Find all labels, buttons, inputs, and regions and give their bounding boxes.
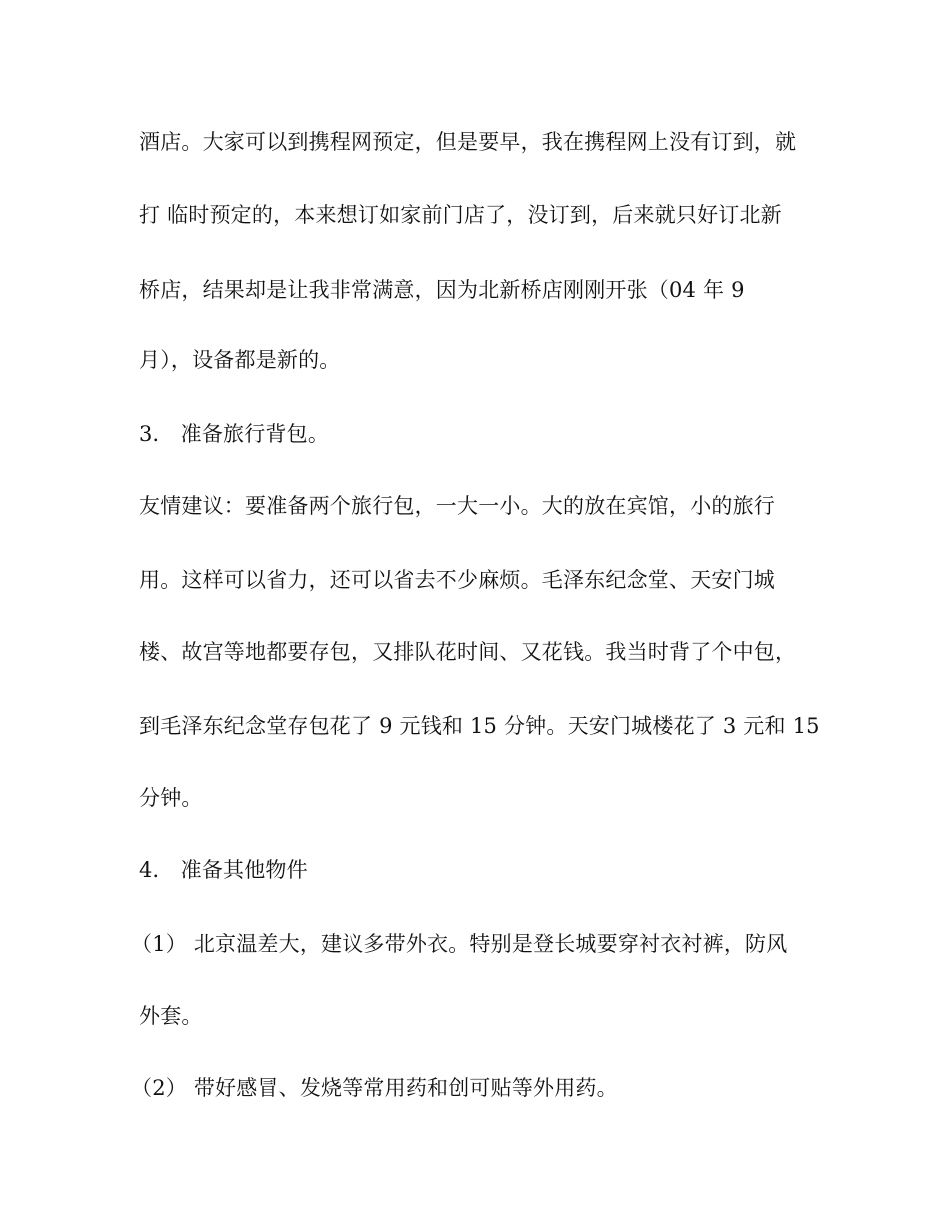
paragraph-line-9: 到毛泽东纪念堂存包花了 9 元钱和 15 分钟。天安门城楼花了 3 元和 15 [139,714,820,738]
paragraph-line-2: 打 临时预定的，本来想订如家前门店了，没订到，后来就只好订北新 [139,203,782,227]
list-item-1-continuation: 外套。 [139,1004,203,1028]
paragraph-line-6: 友情建议：要准备两个旅行包，一大一小。大的放在宾馆，小的旅行 [139,494,775,518]
section-heading-other-items: 4． 准备其他物件 [139,858,308,882]
list-item-1: （1） 北京温差大，建议多带外衣。特别是登长城要穿衬衣衬裤，防风 [131,932,788,956]
paragraph-line-10: 分钟。 [139,786,203,810]
section-heading-backpack: 3． 准备旅行背包。 [139,422,330,446]
paragraph-line-1: 酒店。大家可以到携程网预定，但是要早，我在携程网上没有订到，就 [139,130,797,154]
paragraph-line-7: 用。这样可以省力，还可以省去不少麻烦。毛泽东纪念堂、天安门城 [139,568,775,592]
paragraph-line-8: 楼、故宫等地都要存包，又排队花时间、又花钱。我当时背了个中包， [139,640,797,664]
paragraph-line-4: 月），设备都是新的。 [139,348,341,372]
list-item-2: （2） 带好感冒、发烧等常用药和创可贴等外用药。 [131,1076,618,1100]
paragraph-line-3: 桥店，结果却是让我非常满意，因为北新桥店刚刚开张（04 年 9 [139,278,745,302]
